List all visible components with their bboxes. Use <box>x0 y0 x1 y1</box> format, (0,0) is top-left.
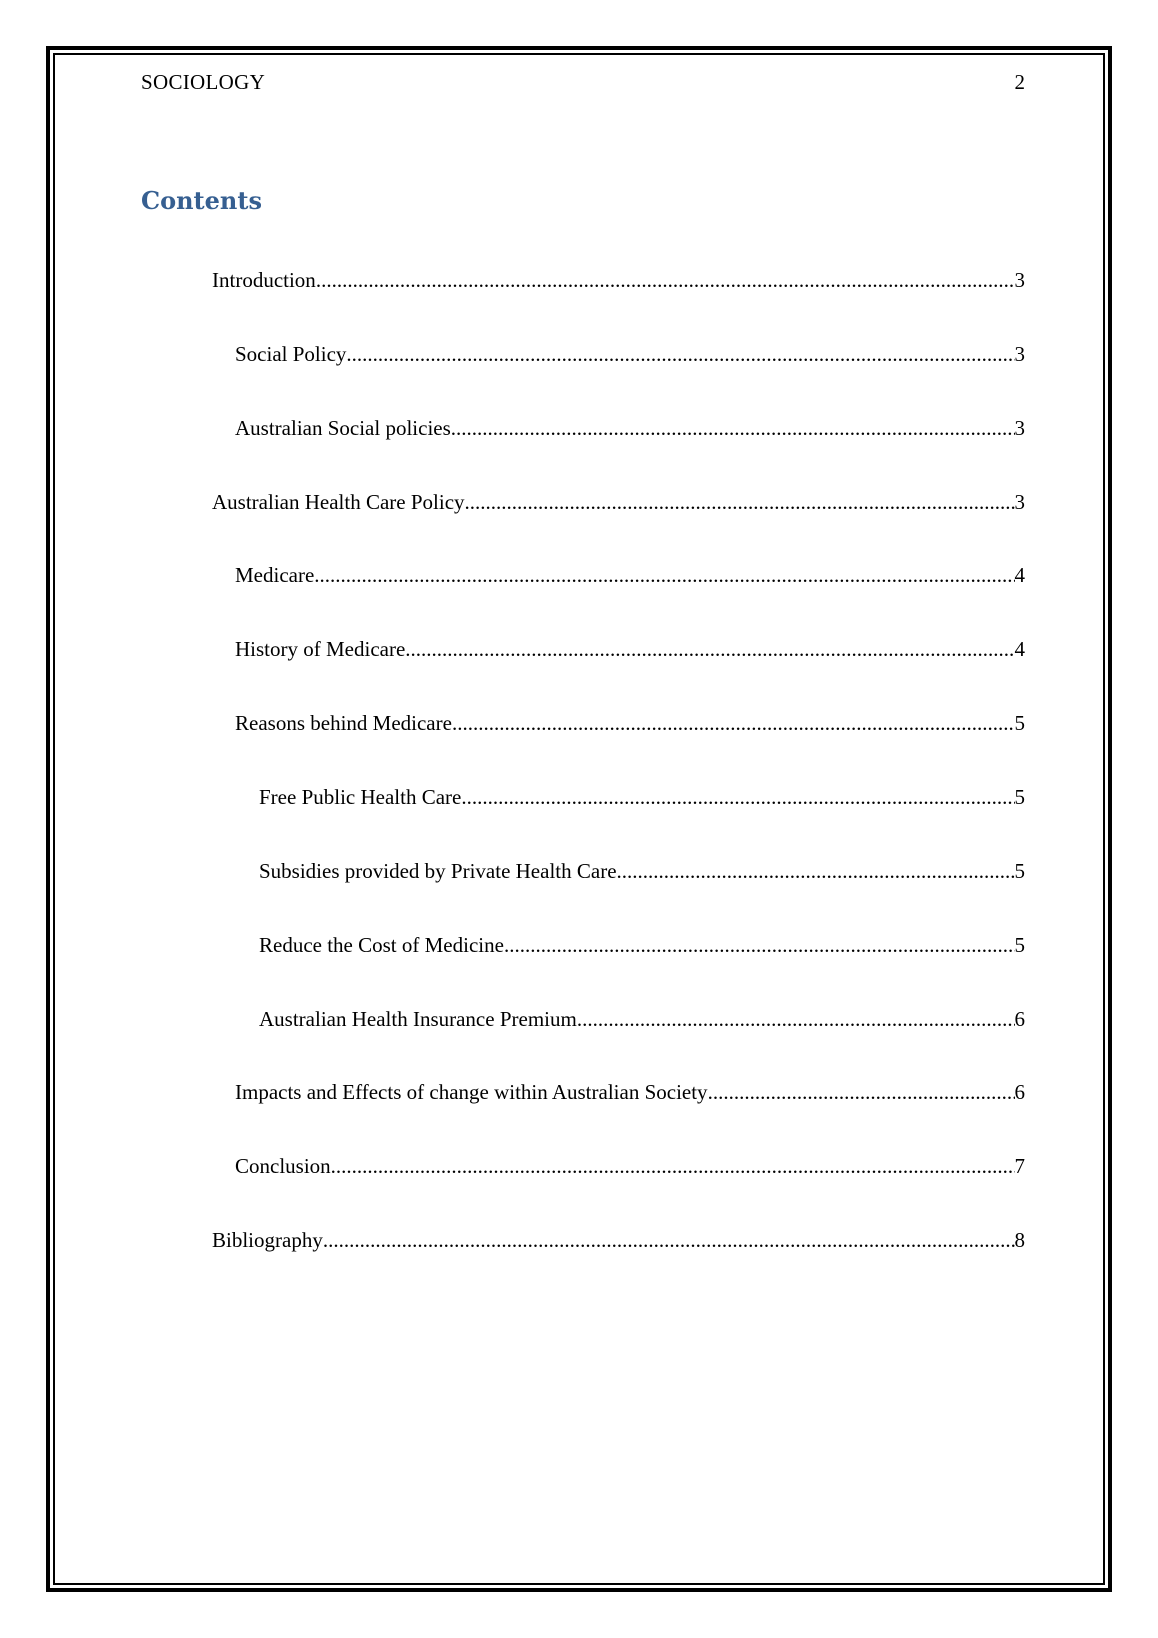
toc-dot-leader <box>461 785 1014 810</box>
toc-dot-leader <box>465 490 1015 515</box>
toc-dot-leader <box>617 859 1015 884</box>
toc-entry-label: Subsidies provided by Private Health Care <box>259 859 617 883</box>
toc-entry-page: 4 <box>1014 563 1025 587</box>
toc-entry-australian-health-care-policy[interactable] <box>212 490 1025 520</box>
toc-dot-leader <box>708 1080 1015 1105</box>
toc-entry-label: Social Policy <box>235 342 347 366</box>
toc-entry-page: 7 <box>1014 1154 1025 1178</box>
toc-entry-label: Impacts and Effects of change within Australian Society <box>235 1080 708 1104</box>
toc-dot-leader <box>504 933 1015 958</box>
toc-entry-page: 3 <box>1014 268 1025 292</box>
toc-dot-leader <box>452 711 1015 736</box>
toc-entry-introduction[interactable] <box>212 268 1025 298</box>
toc-entry-free-public-health-care[interactable] <box>259 785 1025 815</box>
page-number: 2 <box>1014 70 1025 94</box>
toc-entry-label: Reduce the Cost of Medicine <box>259 933 504 957</box>
toc-entry-page: 8 <box>1014 1228 1025 1252</box>
toc-dot-leader <box>323 1228 1015 1253</box>
toc-entry-label: Conclusion <box>235 1154 331 1178</box>
toc-dot-leader <box>316 268 1015 293</box>
toc-entry-page: 3 <box>1014 490 1025 514</box>
toc-entry-label: Free Public Health Care <box>259 785 462 809</box>
toc-dot-leader <box>451 416 1015 441</box>
toc-dot-leader <box>577 1007 1015 1032</box>
toc-entry-page: 5 <box>1014 785 1025 809</box>
toc-dot-leader <box>331 1154 1015 1179</box>
toc-entry-page: 6 <box>1014 1007 1025 1031</box>
toc-title: Contents <box>141 186 262 215</box>
toc-entry-conclusion[interactable] <box>235 1154 1025 1184</box>
toc-entry-label: Bibliography <box>212 1228 323 1252</box>
toc-entry-label: Australian Health Care Policy <box>212 490 465 514</box>
toc-entry-reasons-behind-medicare[interactable] <box>235 711 1025 741</box>
toc-entry-page: 5 <box>1014 859 1025 883</box>
toc-entry-australian-social-policies[interactable] <box>235 416 1025 446</box>
toc-dot-leader <box>314 563 1014 588</box>
toc-entry-page: 3 <box>1014 416 1025 440</box>
toc-entry-label: History of Medicare <box>235 637 406 661</box>
toc-entry-page: 6 <box>1014 1080 1025 1104</box>
toc-entry-label: Australian Social policies <box>235 416 451 440</box>
toc-entry-page: 5 <box>1014 933 1025 957</box>
toc-entry-label: Australian Health Insurance Premium <box>259 1007 577 1031</box>
toc-entry-label: Introduction <box>212 268 316 292</box>
toc-entry-medicare[interactable] <box>235 563 1025 593</box>
toc-entry-subsidies-private-health-care[interactable] <box>259 859 1025 889</box>
toc-dot-leader <box>405 637 1014 662</box>
running-header-title: SOCIOLOGY <box>141 70 266 94</box>
toc-entry-page: 3 <box>1014 342 1025 366</box>
toc-entry-page: 4 <box>1014 637 1025 661</box>
toc-dot-leader <box>346 342 1014 367</box>
toc-entry-reduce-cost-of-medicine[interactable] <box>259 933 1025 963</box>
toc-entry-bibliography[interactable] <box>212 1228 1025 1258</box>
toc-entry-label: Reasons behind Medicare <box>235 711 452 735</box>
toc-entry-history-of-medicare[interactable] <box>235 637 1025 667</box>
toc-entry-page: 5 <box>1014 711 1025 735</box>
toc-entry-label: Medicare <box>235 563 315 587</box>
toc-entry-impacts-and-effects[interactable] <box>235 1080 1025 1110</box>
toc-entry-australian-health-insurance-premium[interactable] <box>259 1007 1025 1037</box>
toc-entry-social-policy[interactable] <box>235 342 1025 372</box>
